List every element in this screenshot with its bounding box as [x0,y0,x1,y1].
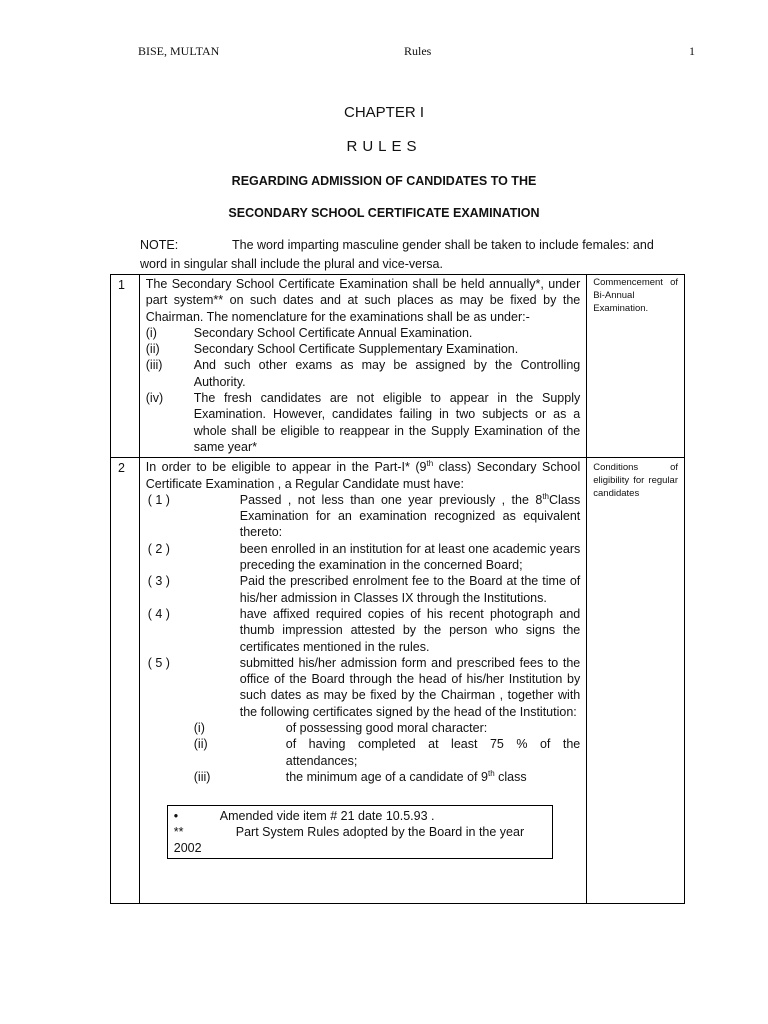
rule-number: 1 [111,275,140,458]
list-item: (ii) Secondary School Certificate Supplementary Examination. [145,342,519,357]
condition-item: ( 1 ) Passed , not less than one year previously , the 8thClass Examination for an examination recognized as equivalent thereto: [147,491,581,540]
list-item: (iv) The fresh candidates are not eligible to appear in the Supply Examination. However, candidates failing in two subjects or as a whole shall be eligible to reappear in the Supply Examination of the same year* [145,391,581,454]
certificate-item: (iii) the minimum age of a candidate of 9th class [193,768,527,784]
header-section: Rules [404,44,432,58]
note-label: NOTE: [140,238,179,252]
rule-row-1 [111,275,685,458]
list-item: (i) Secondary School Certificate Annual Examination. [145,325,473,340]
rule-body [139,458,587,904]
header-board-name: BISE, MULTAN [138,44,220,58]
condition-item: ( 4 ) have affixed required copies of his recent photograph and thumb impression attested by the person who signs the certificates mentioned in the rules. [147,606,581,654]
certificate-item: (ii) of having completed at least 75 % of the attendances; [193,737,581,768]
footnote-continuation: 2002 [173,841,202,856]
list-item: (iii) And such other exams as may be assigned by the Controlling Authority. [145,358,581,389]
rules-heading: RULES [346,138,422,155]
footnote-item: ** Part System Rules adopted by the Board in the year [173,825,525,840]
margin-note: Commencement of Bi-Annual Examination. [587,275,685,458]
note-paragraph [140,236,678,274]
rule-body [139,275,587,458]
footnote-box [167,805,553,859]
chapter-title: CHAPTER I [343,104,424,121]
condition-item: ( 2 ) been enrolled in an institution for at least one academic years preceding the examination in the concerned Board; [147,541,581,573]
footnote-item: • Amended vide item # 21 date 10.5.93 . [173,809,435,824]
margin-note: Conditions of eligibility for regular candidates [587,458,685,904]
condition-item: ( 3 ) Paid the prescribed enrolment fee to the Board at the time of his/her admission in Classes IX through the Institutions. [147,574,581,605]
rule-number: 2 [111,458,140,904]
page-number: 1 [689,44,695,58]
subtitle-line-1: REGARDING ADMISSION OF CANDIDATES TO THE [231,174,537,188]
rules-table [110,274,685,904]
rule-intro: The Secondary School Certificate Examination shall be held annually*, under part system** on such dates and at such places as may be fixed by the Chairman. The nomenclature for the examinations shall be as under:- [145,277,581,324]
condition-item: ( 5 ) submitted his/her admission form and prescribed fees to the office of the Board through the head of his/her Institution by such dates as may be fixed by the Chairman , together with the following certificates signed by the head of the Institution: [147,655,581,719]
certificate-item: (i) of possessing good moral character: [193,721,488,736]
rule-row-2 [111,458,685,904]
subtitle-line-2: SECONDARY SCHOOL CERTIFICATE EXAMINATION [228,206,540,220]
rule-intro: In order to be eligible to appear in the Part-I* (9th class) Secondary School Certificate Examination , a Regular Candidate must have: [145,459,581,491]
note-text: The word imparting masculine gender shall be taken to include females: and word in singular shall include the plural and vice-versa. [140,238,654,271]
